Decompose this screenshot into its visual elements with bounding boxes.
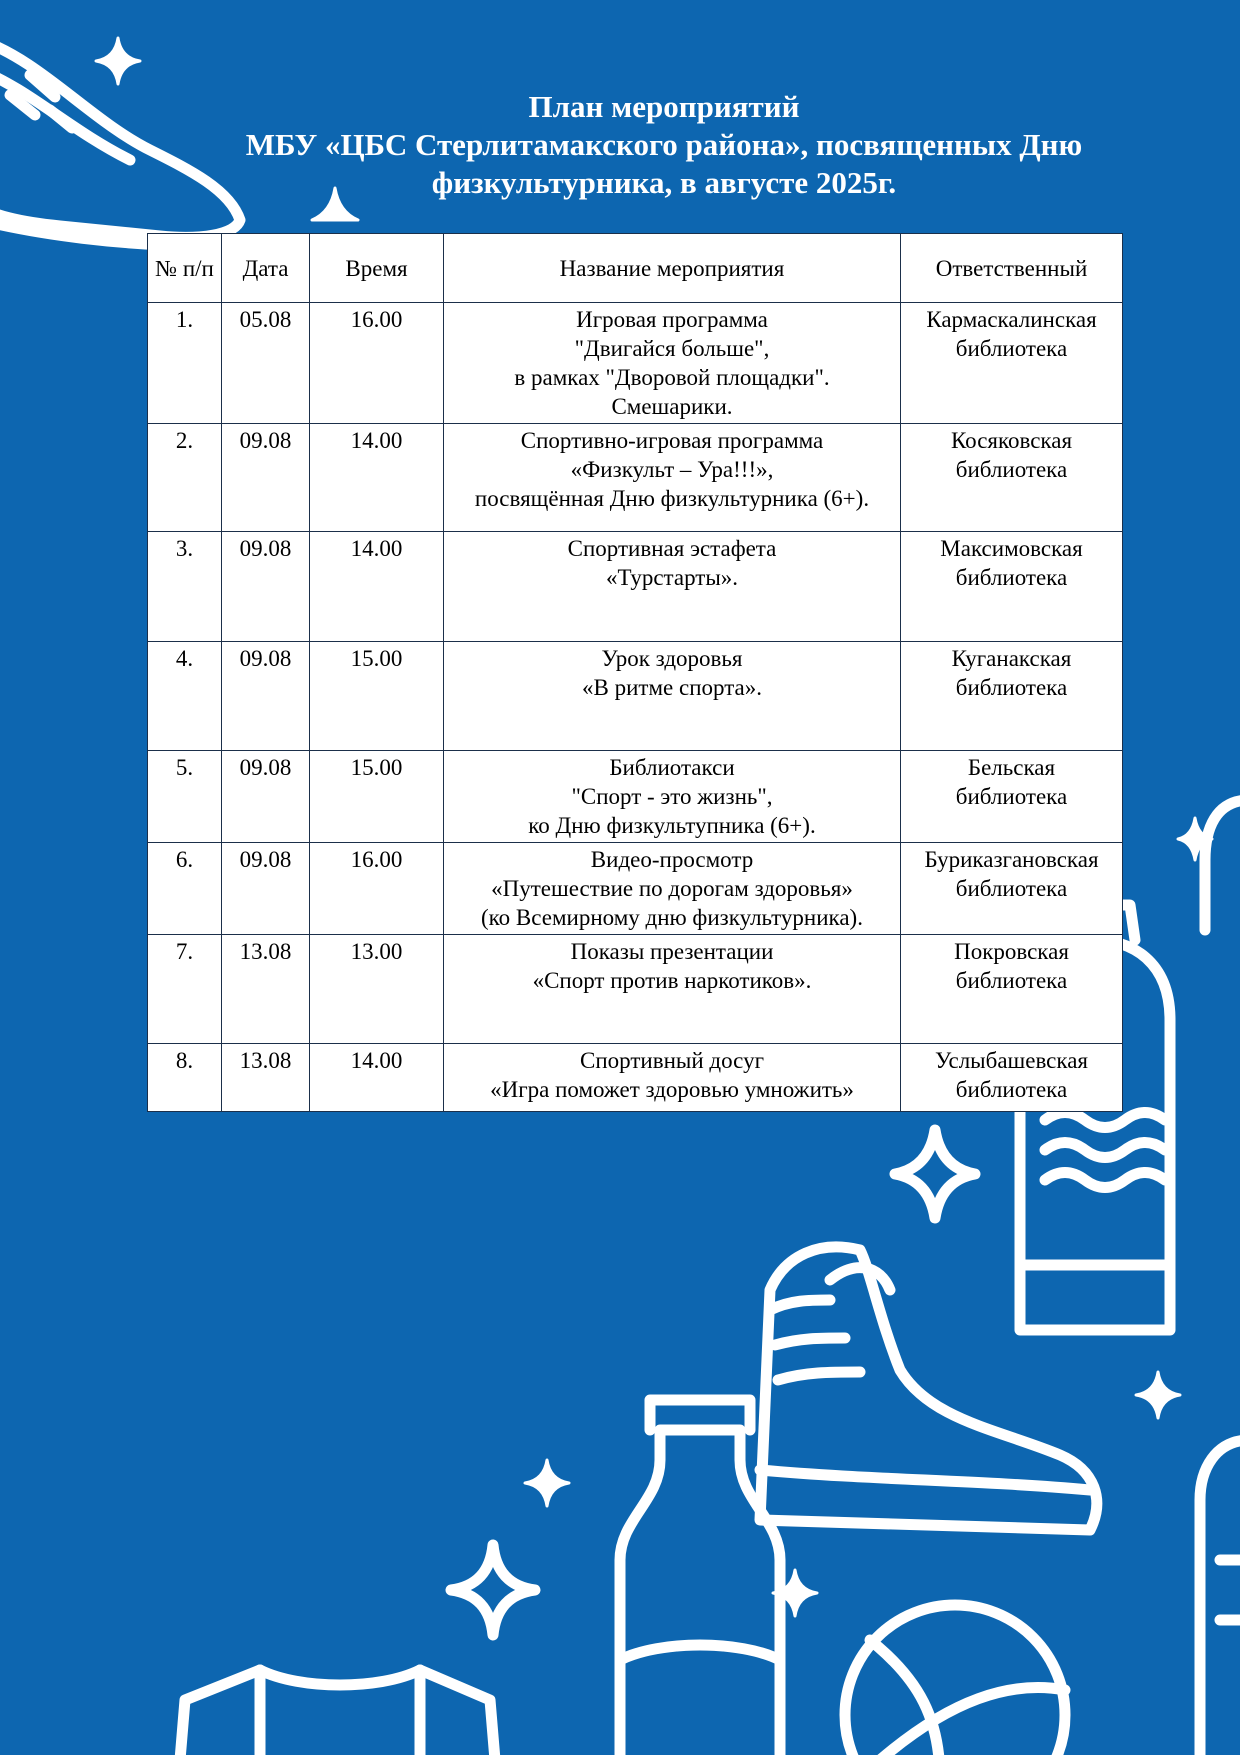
event-line: в рамках "Дворовой площадки". <box>514 365 830 390</box>
responsible-line: Бельская <box>967 755 1056 780</box>
event-line: Спортивная эстафета <box>567 536 777 561</box>
cell-date: 05.08 <box>222 303 310 424</box>
cell-date: 09.08 <box>222 751 310 843</box>
page-title <box>140 88 1188 202</box>
responsible-line: Буриказгановская <box>924 847 1099 872</box>
sparkle-icon <box>895 1130 975 1218</box>
cell-time: 15.00 <box>310 642 444 751</box>
cell-responsible <box>901 303 1123 424</box>
table-row <box>148 642 1123 751</box>
cell-time: 14.00 <box>310 424 444 532</box>
cell-time: 14.00 <box>310 1044 444 1112</box>
cell-event <box>444 303 901 424</box>
cell-event <box>444 751 901 843</box>
responsible-line: библиотека <box>955 675 1068 700</box>
table-row <box>148 843 1123 935</box>
header-num: № п/п <box>148 234 222 303</box>
event-line: «Спорт против наркотиков». <box>532 968 812 993</box>
cell-num: 4. <box>148 642 222 751</box>
event-line: «Путешествие по дорогам здоровья» <box>491 876 853 901</box>
cell-num: 2. <box>148 424 222 532</box>
cell-event <box>444 532 901 642</box>
table-row <box>148 303 1123 424</box>
cell-num: 3. <box>148 532 222 642</box>
event-line: Спортивный досуг <box>580 1048 764 1073</box>
responsible-line: Косяковская <box>950 428 1073 453</box>
event-line: Смешарики. <box>611 394 733 419</box>
cell-time: 16.00 <box>310 303 444 424</box>
ball-icon <box>845 1605 1065 1755</box>
responsible-line: библиотека <box>955 336 1068 361</box>
responsible-line: библиотека <box>955 876 1068 901</box>
header-date: Дата <box>222 234 310 303</box>
cell-responsible <box>901 424 1123 532</box>
cell-responsible <box>901 642 1123 751</box>
responsible-line: Максимовская <box>940 536 1083 561</box>
table-row <box>148 1044 1123 1112</box>
table-row <box>148 424 1123 532</box>
cell-event <box>444 642 901 751</box>
sparkle-icon <box>525 1460 569 1506</box>
event-line: «Физкульт – Ура!!!», <box>570 457 774 482</box>
event-line: "Двигайся больше", <box>574 336 770 361</box>
event-line: Библиотакси <box>609 755 735 780</box>
event-line: (ко Всемирному дню физкультурника). <box>481 905 863 930</box>
cell-date: 13.08 <box>222 935 310 1044</box>
header-responsible: Ответственный <box>901 234 1123 303</box>
bottle-icon <box>620 1400 780 1755</box>
cell-time: 16.00 <box>310 843 444 935</box>
high-top-sneaker-icon <box>760 1247 1097 1530</box>
trophy-icon <box>1205 800 1240 930</box>
cell-time: 15.00 <box>310 751 444 843</box>
cell-event <box>444 843 901 935</box>
title-line-2: МБУ «ЦБС Стерлитамакского района», посвященных Дню <box>245 127 1083 162</box>
title-line-3: физкультурника, в августе 2025г. <box>431 165 897 200</box>
event-line: ко Дню физкультупника (6+). <box>528 813 816 838</box>
cell-num: 8. <box>148 1044 222 1112</box>
responsible-line: библиотека <box>955 457 1068 482</box>
responsible-line: библиотека <box>955 784 1068 809</box>
event-line: Урок здоровья <box>601 646 743 671</box>
title-line-1: План мероприятий <box>528 89 800 124</box>
cell-responsible <box>901 935 1123 1044</box>
header-time: Время <box>310 234 444 303</box>
canister-icon <box>1220 1560 1240 1620</box>
table-row <box>148 532 1123 642</box>
cell-responsible <box>901 1044 1123 1112</box>
cell-responsible <box>901 843 1123 935</box>
table-header-row <box>148 234 1123 303</box>
event-line: "Спорт - это жизнь", <box>571 784 773 809</box>
sparkle-icon <box>451 1545 535 1635</box>
event-line: посвящённая Дню физкультурника (6+). <box>474 486 870 511</box>
table-row <box>148 751 1123 843</box>
cell-responsible <box>901 751 1123 843</box>
event-line: Видео-просмотр <box>590 847 754 872</box>
events-table <box>147 233 1123 1112</box>
cell-date: 09.08 <box>222 642 310 751</box>
cell-event <box>444 1044 901 1112</box>
responsible-line: библиотека <box>955 1077 1068 1102</box>
responsible-line: библиотека <box>955 968 1068 993</box>
sparkle-icon <box>1136 1372 1180 1418</box>
cell-num: 7. <box>148 935 222 1044</box>
event-line: «Турстарты». <box>605 565 739 590</box>
cell-responsible <box>901 532 1123 642</box>
cell-date: 13.08 <box>222 1044 310 1112</box>
cell-event <box>444 935 901 1044</box>
event-line: «В ритме спорта». <box>582 675 762 700</box>
cell-time: 13.00 <box>310 935 444 1044</box>
event-line: Игровая программа <box>576 307 768 332</box>
responsible-line: Куганакская <box>951 646 1072 671</box>
cell-num: 1. <box>148 303 222 424</box>
cell-num: 6. <box>148 843 222 935</box>
cell-date: 09.08 <box>222 843 310 935</box>
event-line: Показы презентации <box>570 939 774 964</box>
header-event: Название мероприятия <box>444 234 901 303</box>
canister-icon <box>1200 1440 1240 1755</box>
cell-date: 09.08 <box>222 532 310 642</box>
responsible-line: Кармаскалинская <box>926 307 1097 332</box>
event-line: Спортивно-игровая программа <box>520 428 824 453</box>
event-line: «Игра поможет здоровью умножить» <box>490 1077 854 1102</box>
responsible-line: библиотека <box>955 565 1068 590</box>
tshirt-icon <box>180 1670 495 1755</box>
cell-num: 5. <box>148 751 222 843</box>
responsible-line: Покровская <box>954 939 1069 964</box>
cell-event <box>444 424 901 532</box>
cell-date: 09.08 <box>222 424 310 532</box>
cell-time: 14.00 <box>310 532 444 642</box>
sparkle-icon <box>96 38 140 84</box>
responsible-line: Услыбашевская <box>934 1048 1089 1073</box>
table-row <box>148 935 1123 1044</box>
